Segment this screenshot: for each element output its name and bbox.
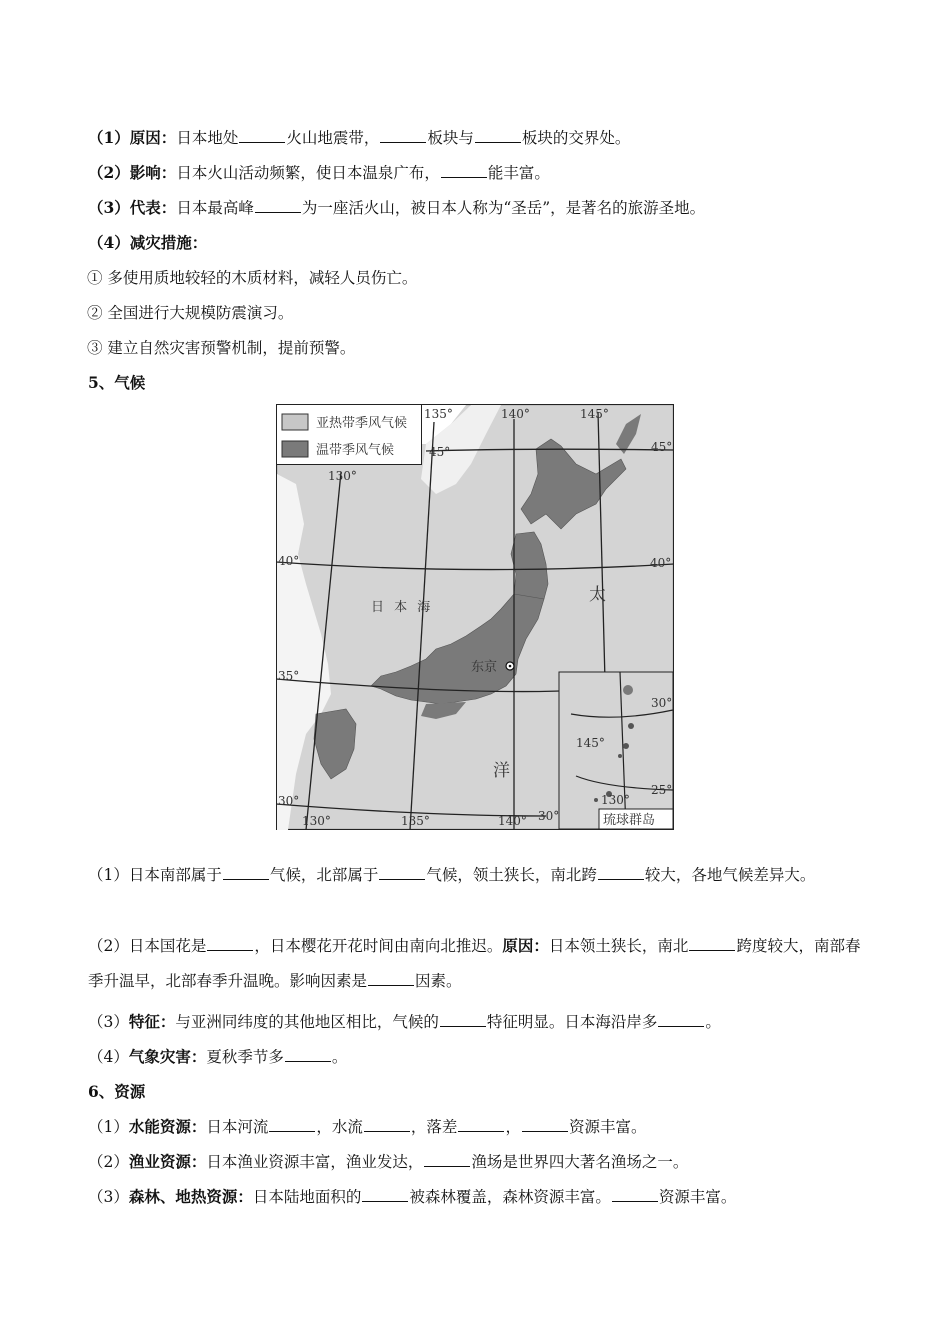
item-label: 原因： <box>129 128 177 147</box>
city-label: 东京 <box>471 660 498 675</box>
text: 。 <box>705 1013 721 1031</box>
text: 特征明显。日本海沿岸多 <box>486 1013 658 1031</box>
text: 板块与 <box>427 129 474 147</box>
text: ，水流 <box>316 1118 363 1136</box>
section5-heading: 5、气候 <box>88 373 146 392</box>
text: 日本领土狭长，南北 <box>548 937 689 955</box>
text: 资源丰富。 <box>658 1188 737 1206</box>
fill-blank[interactable] <box>255 198 301 213</box>
item-number: （2） <box>88 163 130 182</box>
lat-label: 40° <box>278 554 300 568</box>
item-label: 气象灾害： <box>128 1047 207 1066</box>
item-number: （3） <box>88 1188 129 1206</box>
lon-label: 130° <box>328 469 357 483</box>
fill-blank[interactable] <box>424 1152 470 1167</box>
ocean-char: 洋 <box>493 761 510 781</box>
section6-heading: 6、资源 <box>88 1082 146 1101</box>
inset-lat-label: 30° <box>651 696 673 710</box>
text: 跨度较大，南部春季升温早，北部春季升温晚。影响因素是 <box>88 937 861 990</box>
s4-item1 <box>88 128 873 148</box>
item-label: 渔业资源： <box>128 1152 207 1171</box>
legend-swatch-subtropical <box>282 414 308 430</box>
fill-blank[interactable] <box>285 1047 331 1062</box>
s4-item2 <box>88 163 873 183</box>
text: ，落差 <box>410 1118 458 1136</box>
lon-label: 140° <box>501 407 530 421</box>
legend-label: 亚热带季风气候 <box>316 416 408 431</box>
measure-item: ① 多使用质地较轻的木质材料，减轻人员伤亡。 <box>87 269 418 287</box>
text: 板块的交界处。 <box>521 129 631 147</box>
fill-blank[interactable] <box>364 1117 410 1132</box>
text: ， <box>505 1118 521 1136</box>
text: 渔场是世界四大著名渔场之一。 <box>471 1153 689 1171</box>
text: 日本国花是 <box>128 937 207 955</box>
text: 夏秋季节多 <box>206 1048 284 1066</box>
text: 日本河流 <box>206 1118 269 1136</box>
fill-blank[interactable] <box>612 1187 658 1202</box>
s5-q2 <box>88 928 868 999</box>
s4-item3 <box>88 198 873 218</box>
fill-blank[interactable] <box>269 1117 315 1132</box>
fill-blank[interactable] <box>362 1187 408 1202</box>
lat-label: 30° <box>538 809 560 823</box>
inset-lon-label: 145° <box>576 736 605 750</box>
fill-blank[interactable] <box>522 1117 568 1132</box>
s6-q1 <box>88 1117 873 1137</box>
fill-blank[interactable] <box>689 936 735 951</box>
fill-blank[interactable] <box>368 971 414 986</box>
fill-blank[interactable] <box>223 865 269 880</box>
fill-blank[interactable] <box>458 1117 504 1132</box>
japan-climate-map <box>276 404 674 830</box>
inset-lon-label: 130° <box>601 793 630 807</box>
item-label: 森林、地热资源： <box>128 1187 253 1206</box>
text: 日本渔业资源丰富，渔业发达， <box>206 1153 424 1171</box>
text: 。 <box>331 1048 348 1066</box>
s4-item4-label: （4）减灾措施： <box>88 233 208 252</box>
fill-blank[interactable] <box>598 865 644 880</box>
legend-swatch-temperate <box>282 441 308 457</box>
lat-label: 35° <box>278 669 300 683</box>
lat-label: 40° <box>650 556 672 570</box>
fill-blank[interactable] <box>475 128 521 143</box>
item-number: （1） <box>88 128 130 147</box>
text: 能丰富。 <box>487 164 550 182</box>
lon-label: 135° <box>401 814 430 828</box>
item-label: 影响： <box>129 163 177 182</box>
ryukyu-inset <box>559 672 673 829</box>
inset-title: 琉球群岛 <box>603 813 656 828</box>
text: 与亚洲同纬度的其他地区相比，气候的 <box>175 1013 439 1031</box>
item-number: （3） <box>88 1013 129 1031</box>
text: 被森林覆盖，森林资源丰富。 <box>409 1188 611 1206</box>
fill-blank[interactable] <box>239 128 285 143</box>
lon-label: 140° <box>498 814 527 828</box>
item-number: （1） <box>88 1118 129 1136</box>
text: 火山地震带， <box>286 129 380 147</box>
s6-q3 <box>88 1187 873 1207</box>
item-label: 水能资源： <box>128 1117 207 1136</box>
text: 日本火山活动频繁，使日本温泉广布， <box>176 164 440 182</box>
lon-label: 135° <box>424 407 453 421</box>
s5-q4 <box>88 1047 873 1067</box>
measure-item: ② 全国进行大规模防震演习。 <box>87 304 294 322</box>
map-legend <box>277 405 422 465</box>
text: 日本最高峰 <box>176 199 254 217</box>
text: 日本南部属于 <box>128 866 222 884</box>
s6-q2 <box>88 1152 873 1172</box>
s5-q1 <box>88 858 868 893</box>
fill-blank[interactable] <box>207 936 253 951</box>
legend-label: 温带季风气候 <box>316 443 395 458</box>
lat-label: 30° <box>278 794 300 808</box>
measure-item: ③ 建立自然灾害预警机制，提前预警。 <box>87 339 356 357</box>
item-label: 原因： <box>502 936 549 955</box>
s5-q3 <box>88 1012 873 1032</box>
text: 较大，各地气候差异大。 <box>644 866 816 884</box>
ocean-char: 太 <box>589 585 606 605</box>
text: 日本地处 <box>176 129 239 147</box>
sea-label: 日 本 海 <box>371 600 434 615</box>
fill-blank[interactable] <box>441 163 487 178</box>
item-number: （2） <box>88 1153 129 1171</box>
fill-blank[interactable] <box>440 1012 486 1027</box>
fill-blank[interactable] <box>658 1012 704 1027</box>
fill-blank[interactable] <box>380 128 426 143</box>
lat-label: 45° <box>429 445 451 459</box>
item-number: （3） <box>88 198 130 217</box>
inset-lat-label: 25° <box>651 783 673 797</box>
fill-blank[interactable] <box>379 865 425 880</box>
lat-label: 45° <box>651 440 673 454</box>
text: 气候，北部属于 <box>269 866 379 884</box>
text: 为一座活火山，被日本人称为“圣岳”，是著名的旅游圣地。 <box>301 199 706 217</box>
item-number: （4） <box>88 1048 129 1066</box>
text: 气候，领土狭长，南北跨 <box>426 866 597 884</box>
text: 资源丰富。 <box>568 1118 647 1136</box>
item-number: （2） <box>88 937 129 955</box>
lon-label: 130° <box>302 814 331 828</box>
item-number: （1） <box>88 866 129 884</box>
item-label: 特征： <box>128 1012 176 1031</box>
text: 日本陆地面积的 <box>252 1188 362 1206</box>
item-label: 代表： <box>129 198 177 217</box>
text: ，日本樱花开花时间由南向北推迟。 <box>254 937 503 955</box>
lon-label: 145° <box>580 407 609 421</box>
text: 因素。 <box>415 972 462 990</box>
